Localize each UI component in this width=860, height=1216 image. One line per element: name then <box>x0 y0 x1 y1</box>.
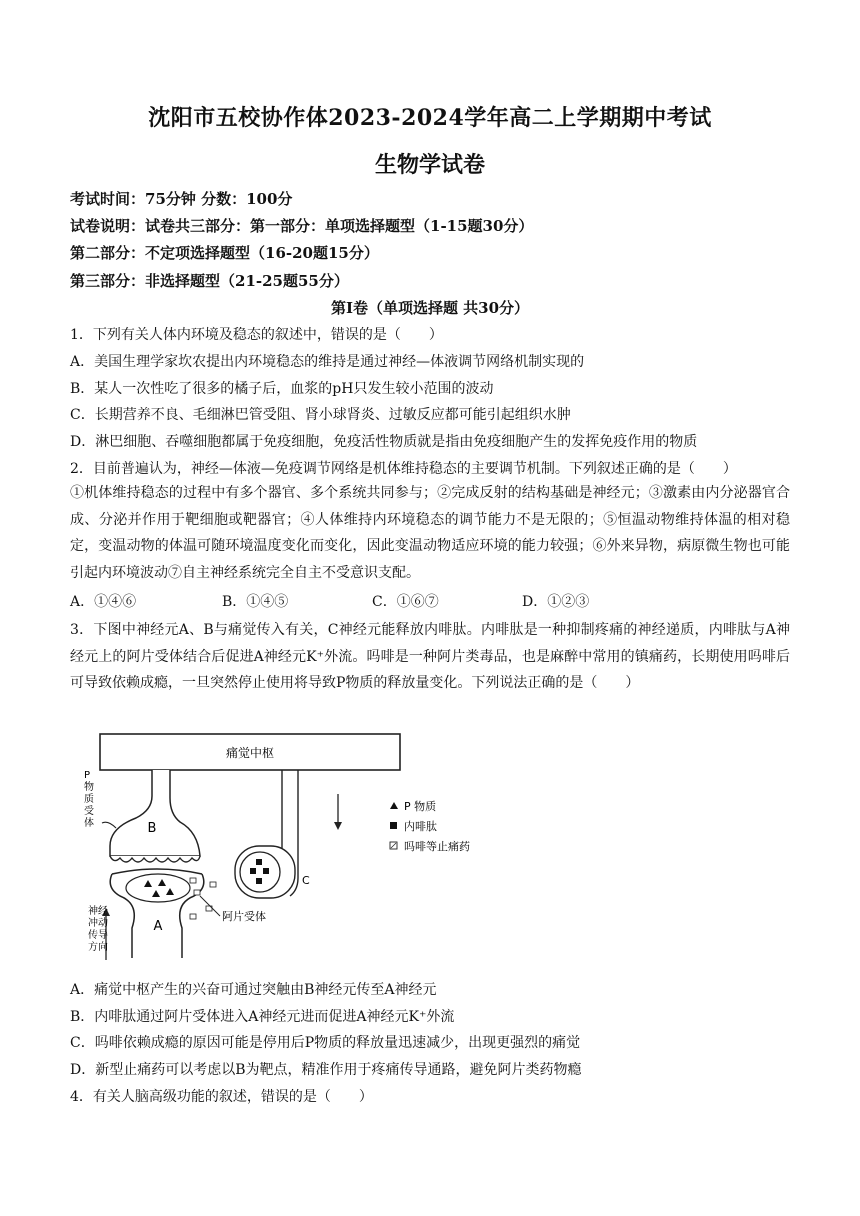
exam-desc-1: 试卷说明：试卷共三部分：第一部分：单项选择题型（1-15题30分） <box>70 217 534 235</box>
q3-option-c: C．吗啡依赖成瘾的原因可能是停用后P物质的释放量迅速减少，出现更强烈的痛觉 <box>70 1035 581 1051</box>
legend-endorphin-label: 内啡肽 <box>404 820 437 833</box>
q1-option-c: C．长期营养不良、毛细淋巴管受阻、肾小球肾炎、过敏反应都可能引起组织水肿 <box>70 407 571 423</box>
exam-subtitle: 生物学试卷 <box>374 152 485 178</box>
q2-option-b: B．①④⑤ <box>222 594 289 610</box>
legend-morphine-label: 吗啡等止痛药 <box>404 840 470 853</box>
pain-center-label: 痛觉中枢 <box>225 746 275 760</box>
q3-stem: 3．下图中神经元A、B与痛觉传入有关，C神经元能释放内啡肽。内啡肽是一种抑制疼痛的神经递质，内啡肽与A神经元上的阿片受体结合后促进A神经元K⁺外流。吗啡是一种阿片类毒品，也是麻醉中常用的镇痛药，长期使用吗啡后可导致依赖成瘾，一旦突然停止使用将导致P物质的释放量变化。下列说法正确的是（ ） <box>70 622 790 691</box>
exam-title: 沈阳市五校协作体2023-2024学年高二上学期期中考试 <box>148 105 712 131</box>
exam-time: 考试时间：75分钟 分数：100分 <box>70 190 293 208</box>
opioid-receptor-label: 阿片受体 <box>222 910 266 923</box>
q2-option-a: A．①④⑥ <box>70 594 137 610</box>
q1-option-d: D．淋巴细胞、吞噬细胞都属于免疫细胞，免疫活性物质就是指由免疫细胞产生的发挥免疫作用的物质 <box>70 434 698 450</box>
exam-desc-3: 第三部分：非选择题型（21-25题55分） <box>70 272 349 290</box>
section-title: 第Ⅰ卷（单项选择题 共30分） <box>330 299 530 317</box>
legend-endorphin-icon <box>390 822 397 829</box>
neuron-diagram <box>80 728 530 968</box>
q4-stem: 4．有关人脑高级功能的叙述，错误的是（ ） <box>70 1089 373 1105</box>
p-receptor-label: P 物质受体 <box>84 770 94 829</box>
q1-option-a: A．美国生理学家坎农提出内环境稳态的维持是通过神经—体液调节网络机制实现的 <box>70 354 585 370</box>
neuron-c-label: C <box>302 874 310 887</box>
q1-option-b: B．某人一次性吃了很多的橘子后，血浆的pH只发生较小范围的波动 <box>70 381 494 397</box>
q2-body: ①机体维持稳态的过程中有多个器官、多个系统共同参与；②完成反射的结构基础是神经元；③激素由内分泌器官合成、分泌并作用于靶细胞或靶器官；④人体维持内环境稳态的调节能力不是无限的；⑤恒温动物维持体温的相对稳定，变温动物的体温可随环境温度变化而变化，因此变温动物适应环境的能力较强；⑥外来异物，病原微生物也可能引起内环境波动⑦自主神经系统完全自主不受意识支配。 <box>70 485 790 581</box>
neuron-b-label: B <box>147 821 157 836</box>
q1-stem: 1．下列有关人体内环境及稳态的叙述中，错误的是（ ） <box>70 327 443 343</box>
exam-desc-2: 第二部分：不定项选择题型（16-20题15分） <box>70 244 379 262</box>
neuron-a-label: A <box>153 919 163 934</box>
q2-option-d: D．①②③ <box>522 594 590 610</box>
impulse-direction-label: 神经冲动传导方向 <box>88 906 108 953</box>
q3-option-b: B．内啡肽通过阿片受体进入A神经元进而促进A神经元K⁺外流 <box>70 1009 455 1025</box>
q2-stem: 2．目前普遍认为，神经—体液—免疫调节网络是机体维持稳态的主要调节机制。下列叙述正确的是（ ） <box>70 461 737 477</box>
q3-option-a: A．痛觉中枢产生的兴奋可通过突触由B神经元传至A神经元 <box>70 982 437 998</box>
q2-option-c: C．①⑥⑦ <box>372 594 439 610</box>
q3-option-d: D．新型止痛药可以考虑以B为靶点，精准作用于疼痛传导通路，避免阿片类药物瘾 <box>70 1062 582 1078</box>
legend-p-label: P 物质 <box>404 800 437 813</box>
legend-p-icon <box>390 802 398 809</box>
